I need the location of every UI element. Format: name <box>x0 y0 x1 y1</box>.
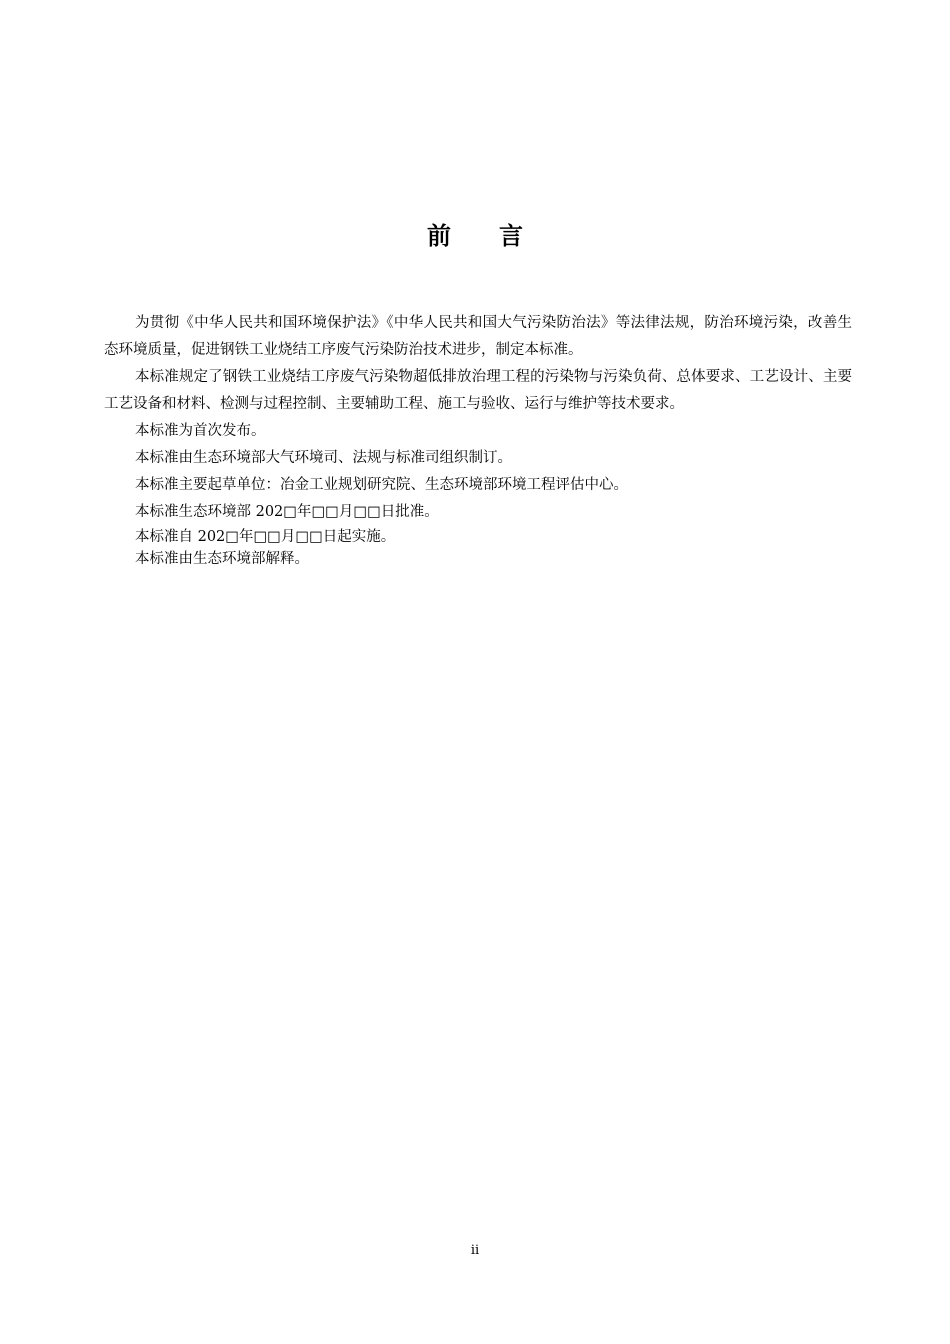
page-number: ii <box>470 1243 480 1258</box>
foreword-body <box>104 310 852 570</box>
paragraph-purpose: 为贯彻《中华人民共和国环境保护法》《中华人民共和国大气污染防治法》等法律法规，防治环境污染，改善生态环境质量，促进钢铁工业烧结工序废气污染防治技术进步，制定本标准。 <box>104 315 852 358</box>
paragraph-drafting-units: 本标准主要起草单位：冶金工业规划研究院、生态环境部环境工程评估中心。 <box>135 477 628 493</box>
paragraph-effective-date: 本标准自 202□年□□月□□日起实施。 <box>135 529 396 545</box>
page-title: 前言 <box>427 222 571 250</box>
paragraph-scope: 本标准规定了钢铁工业烧结工序废气污染物超低排放治理工程的污染物与污染负荷、总体要求、工艺设计、主要工艺设备和材料、检测与过程控制、主要辅助工程、施工与验收、运行与维护等技术要求。 <box>104 369 852 412</box>
paragraph-organizer: 本标准由生态环境部大气环境司、法规与标准司组织制订。 <box>135 450 512 466</box>
paragraph-approval-date: 本标准生态环境部 202□年□□月□□日批准。 <box>135 504 439 520</box>
paragraph-first-release: 本标准为首次发布。 <box>135 423 266 439</box>
paragraph-interpretation: 本标准由生态环境部解释。 <box>135 551 309 567</box>
